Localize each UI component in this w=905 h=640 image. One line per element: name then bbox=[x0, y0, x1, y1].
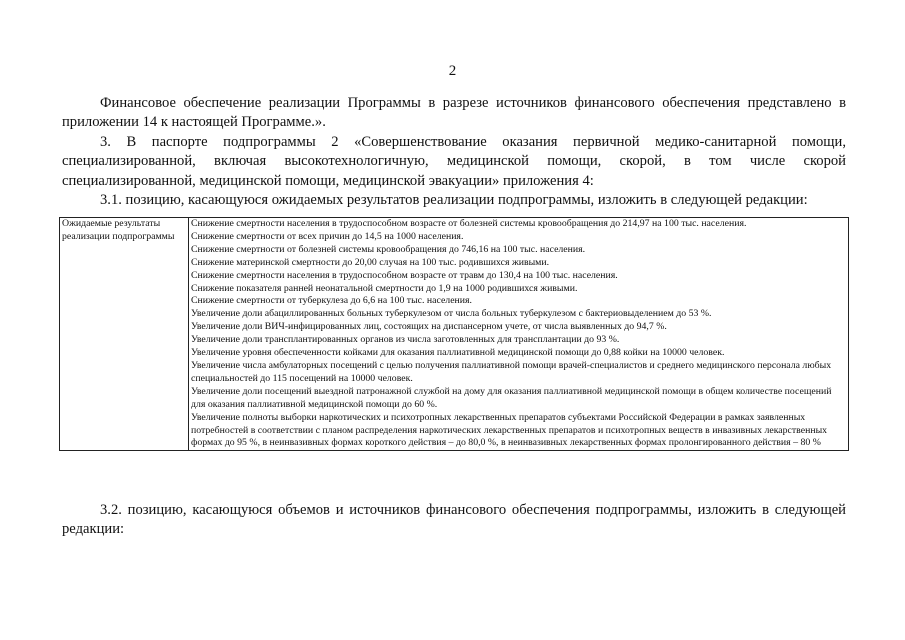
table-results-cell bbox=[189, 218, 849, 451]
paragraph-financing: Финансовое обеспечение реализации Программы в разрезе источников финансового обеспечения представлено в приложении 14 к настоящей Программе.». bbox=[62, 95, 846, 131]
table-row bbox=[60, 218, 849, 451]
result-item: Увеличение числа амбулаторных посещений с целью получения паллиативной помощи врачей-специалистов и среднего медицинского персонала любых специальностей до 115 посещений на 10000 человек. bbox=[191, 359, 832, 384]
paragraph-item-3-2: 3.2. позицию, касающуюся объемов и источников финансового обеспечения подпрограммы, изложить в следующей редакции: bbox=[62, 502, 846, 538]
result-item: Снижение смертности от туберкулеза до 6,6 на 100 тыс. населения. bbox=[191, 295, 472, 307]
result-item: Снижение смертности от болезней системы кровообращения до 746,16 на 100 тыс. населения. bbox=[191, 243, 586, 255]
result-item: Увеличение доли трансплантированных органов из числа заготовленных для трансплантации до 93 %. bbox=[191, 334, 620, 346]
result-item: Увеличение уровня обеспеченности койками для оказания паллиативной медицинской помощи до 0,88 койки на 10000 человек. bbox=[191, 347, 725, 359]
page-number: 2 bbox=[448, 63, 457, 79]
result-item: Снижение смертности населения в трудоспособном возрасте от болезней системы кровообращения до 214,97 на 100 тыс. населения. bbox=[191, 218, 747, 229]
result-item: Увеличение доли посещений выездной патронажной службой на дому для оказания паллиативной медицинской помощи в общем количестве посещений для оказания паллиативной медицинской помощи до 60 %. bbox=[191, 385, 832, 410]
result-item: Снижение смертности населения в трудоспособном возрасте от травм до 130,4 на 100 тыс. населения. bbox=[191, 269, 618, 281]
result-item: Увеличение полноты выборки наркотических и психотропных лекарственных препаратов субъектами Российской Федерации в рамках заявленных потребностей в соответствии с планом распределения наркотических лекарственных препаратов и психотропных веществ в инвазивных лекарственных формах до 95 %, в неинвазивных формах короткого действия – до 80,0 %, в неинвазивных лекарственных формах пролонгированного действия – 80 % bbox=[191, 411, 828, 449]
result-item: Снижение смертности от всех причин до 14,5 на 1000 населения. bbox=[191, 230, 464, 242]
table-label-cell: Ожидаемые результаты реализации подпрограммы bbox=[60, 218, 189, 451]
expected-results-table bbox=[59, 217, 849, 451]
result-item: Снижение показателя ранней неонатальной смертности до 1,9 на 1000 родившихся живыми. bbox=[191, 282, 578, 294]
paragraph-item-3: 3. В паспорте подпрограммы 2 «Совершенствование оказания первичной медико-санитарной помощи, специализированной, включая высокотехнологичную, медицинской помощи, скорой, в том числе скорой специализированной, медицинской помощи, медицинской эвакуации» приложения 4: bbox=[62, 134, 846, 189]
result-item: Снижение материнской смертности до 20,00 случая на 100 тыс. родившихся живыми. bbox=[191, 256, 550, 268]
paragraph-item-3-1: 3.1. позицию, касающуюся ожидаемых результатов реализации подпрограммы, изложить в следующей редакции: bbox=[100, 192, 808, 208]
result-item: Увеличение доли абациллированных больных туберкулезом от числа больных туберкулезом с бактериовыделением до 53 %. bbox=[191, 308, 712, 320]
result-item: Увеличение доли ВИЧ-инфицированных лиц, состоящих на диспансерном учете, от числа выявленных до 94,7 %. bbox=[191, 321, 667, 333]
